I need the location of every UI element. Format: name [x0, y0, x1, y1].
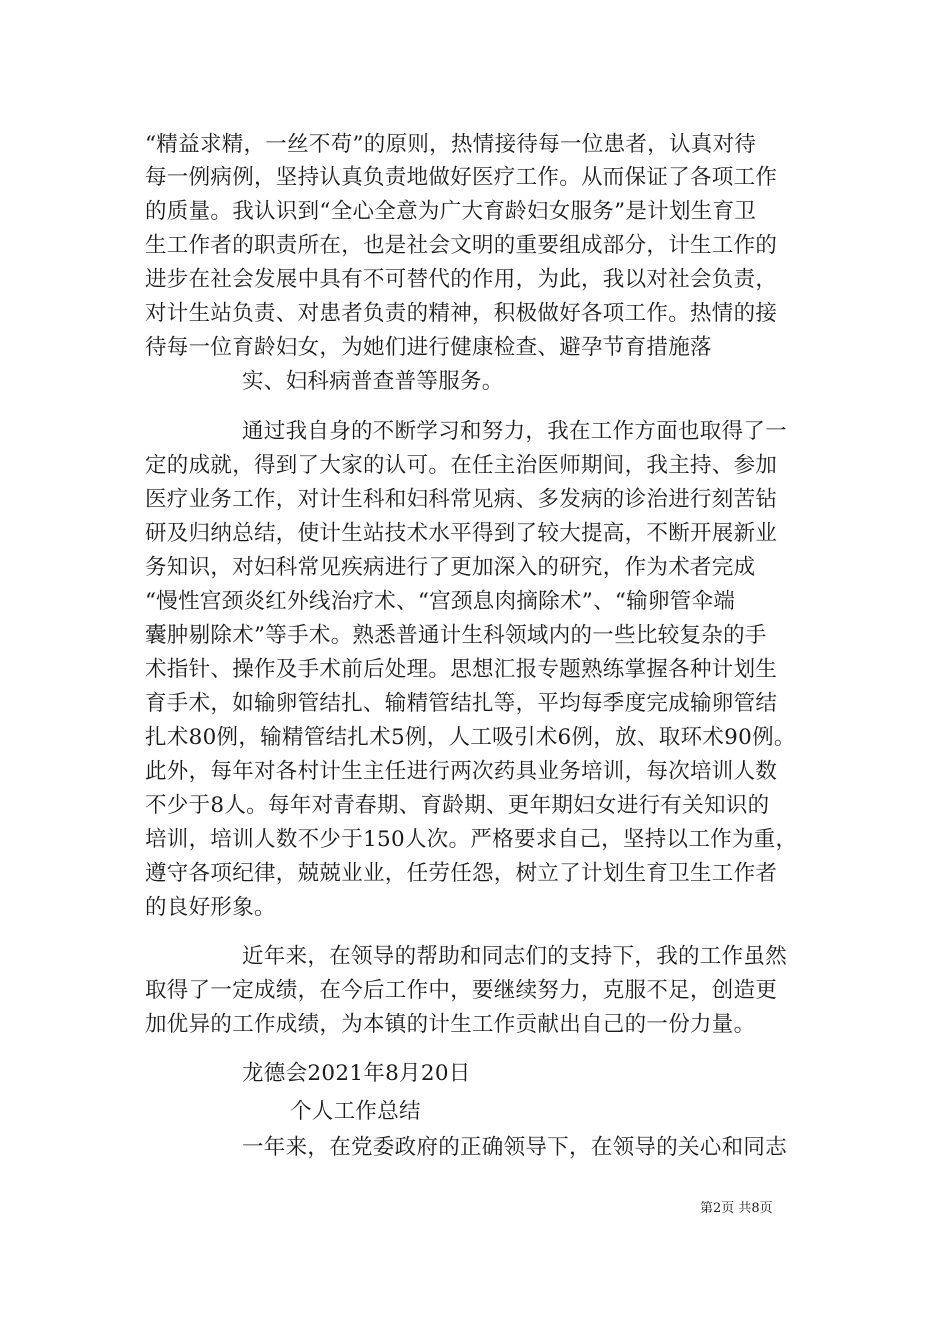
text-line: 实、妇科病普查普等服务。 — [242, 369, 504, 394]
signature-date: 龙德会2021年8月20日 — [242, 1061, 471, 1086]
text-line: 不少于8人。每年对青春期、育龄期、更年期妇女进行有关知识的 — [145, 793, 770, 818]
text-line: “慢性宫颈炎红外线治疗术、“宫颈息肉摘除术”、“输卵管伞端 — [145, 589, 736, 614]
text-line: 此外，每年对各村计生主任进行两次药具业务培训，每次培训人数 — [145, 759, 778, 784]
text-line: 术指针、操作及手术前后处理。思想汇报专题熟练掌握各种计划生 — [145, 657, 778, 682]
text-line: 一年来，在党委政府的正确领导下，在领导的关心和同志 — [242, 1135, 788, 1160]
text-line: 取得了一定成绩，在今后工作中，要继续努力，克服不足，创造更 — [145, 978, 778, 1003]
text-line: 进步在社会发展中具有不可替代的作用，为此，我以对社会负责， — [145, 267, 778, 292]
text-line: 的质量。我认识到“全心全意为广大育龄妇女服务”是计划生育卫 — [145, 199, 757, 224]
text-line: 扎术80例，输精管结扎术5例，人工吸引术6例，放、取环术90例。 — [145, 725, 796, 750]
text-line: “精益求精，一丝不苟”的原则，热情接待每一位患者，认真对待 — [145, 132, 757, 157]
text-line: 生工作者的职责所在，也是社会文明的重要组成部分，计生工作的 — [145, 233, 778, 258]
text-line: 囊肿剔除术”等手术。熟悉普通计生科领域内的一些比较复杂的手 — [145, 623, 767, 648]
text-line: 近年来，在领导的帮助和同志们的支持下，我的工作虽然 — [242, 944, 788, 969]
text-line: 培训，培训人数不少于150人次。严格要求自己，坚持以工作为重， — [145, 827, 798, 852]
text-line: 待每一位育龄妇女，为她们进行健康检查、避孕节育措施落 — [145, 335, 712, 360]
text-line: 定的成就，得到了大家的认可。在任主治医师期间，我主持、参加 — [145, 453, 778, 478]
text-line: 对计生站负责、对患者负责的精神，积极做好各项工作。热情的接 — [145, 301, 778, 326]
text-line: 务知识，对妇科常见疾病进行了更加深入的研究，作为术者完成 — [145, 555, 756, 580]
text-line: 的良好形象。 — [145, 895, 276, 920]
text-line: 医疗业务工作，对计生科和妇科常见病、多发病的诊治进行刻苦钻 — [145, 487, 778, 512]
section-title: 个人工作总结 — [290, 1099, 421, 1124]
text-line: 育手术，如输卵管结扎、输精管结扎等，平均每季度完成输卵管结 — [145, 691, 778, 716]
text-line: 加优异的工作成绩，为本镇的计生工作贡献出自己的一份力量。 — [145, 1012, 756, 1037]
text-line: 研及归纳总结，使计生站技术水平得到了较大提高，不断开展新业 — [145, 521, 778, 546]
page-number: 第2页 共8页 — [700, 1201, 773, 1216]
text-line: 遵守各项纪律，兢兢业业，任劳任怨，树立了计划生育卫生工作者 — [145, 861, 778, 886]
text-line: 每一例病例，坚持认真负责地做好医疗工作。从而保证了各项工作 — [145, 165, 778, 190]
text-line: 通过我自身的不断学习和努力，我在工作方面也取得了一 — [242, 419, 788, 444]
